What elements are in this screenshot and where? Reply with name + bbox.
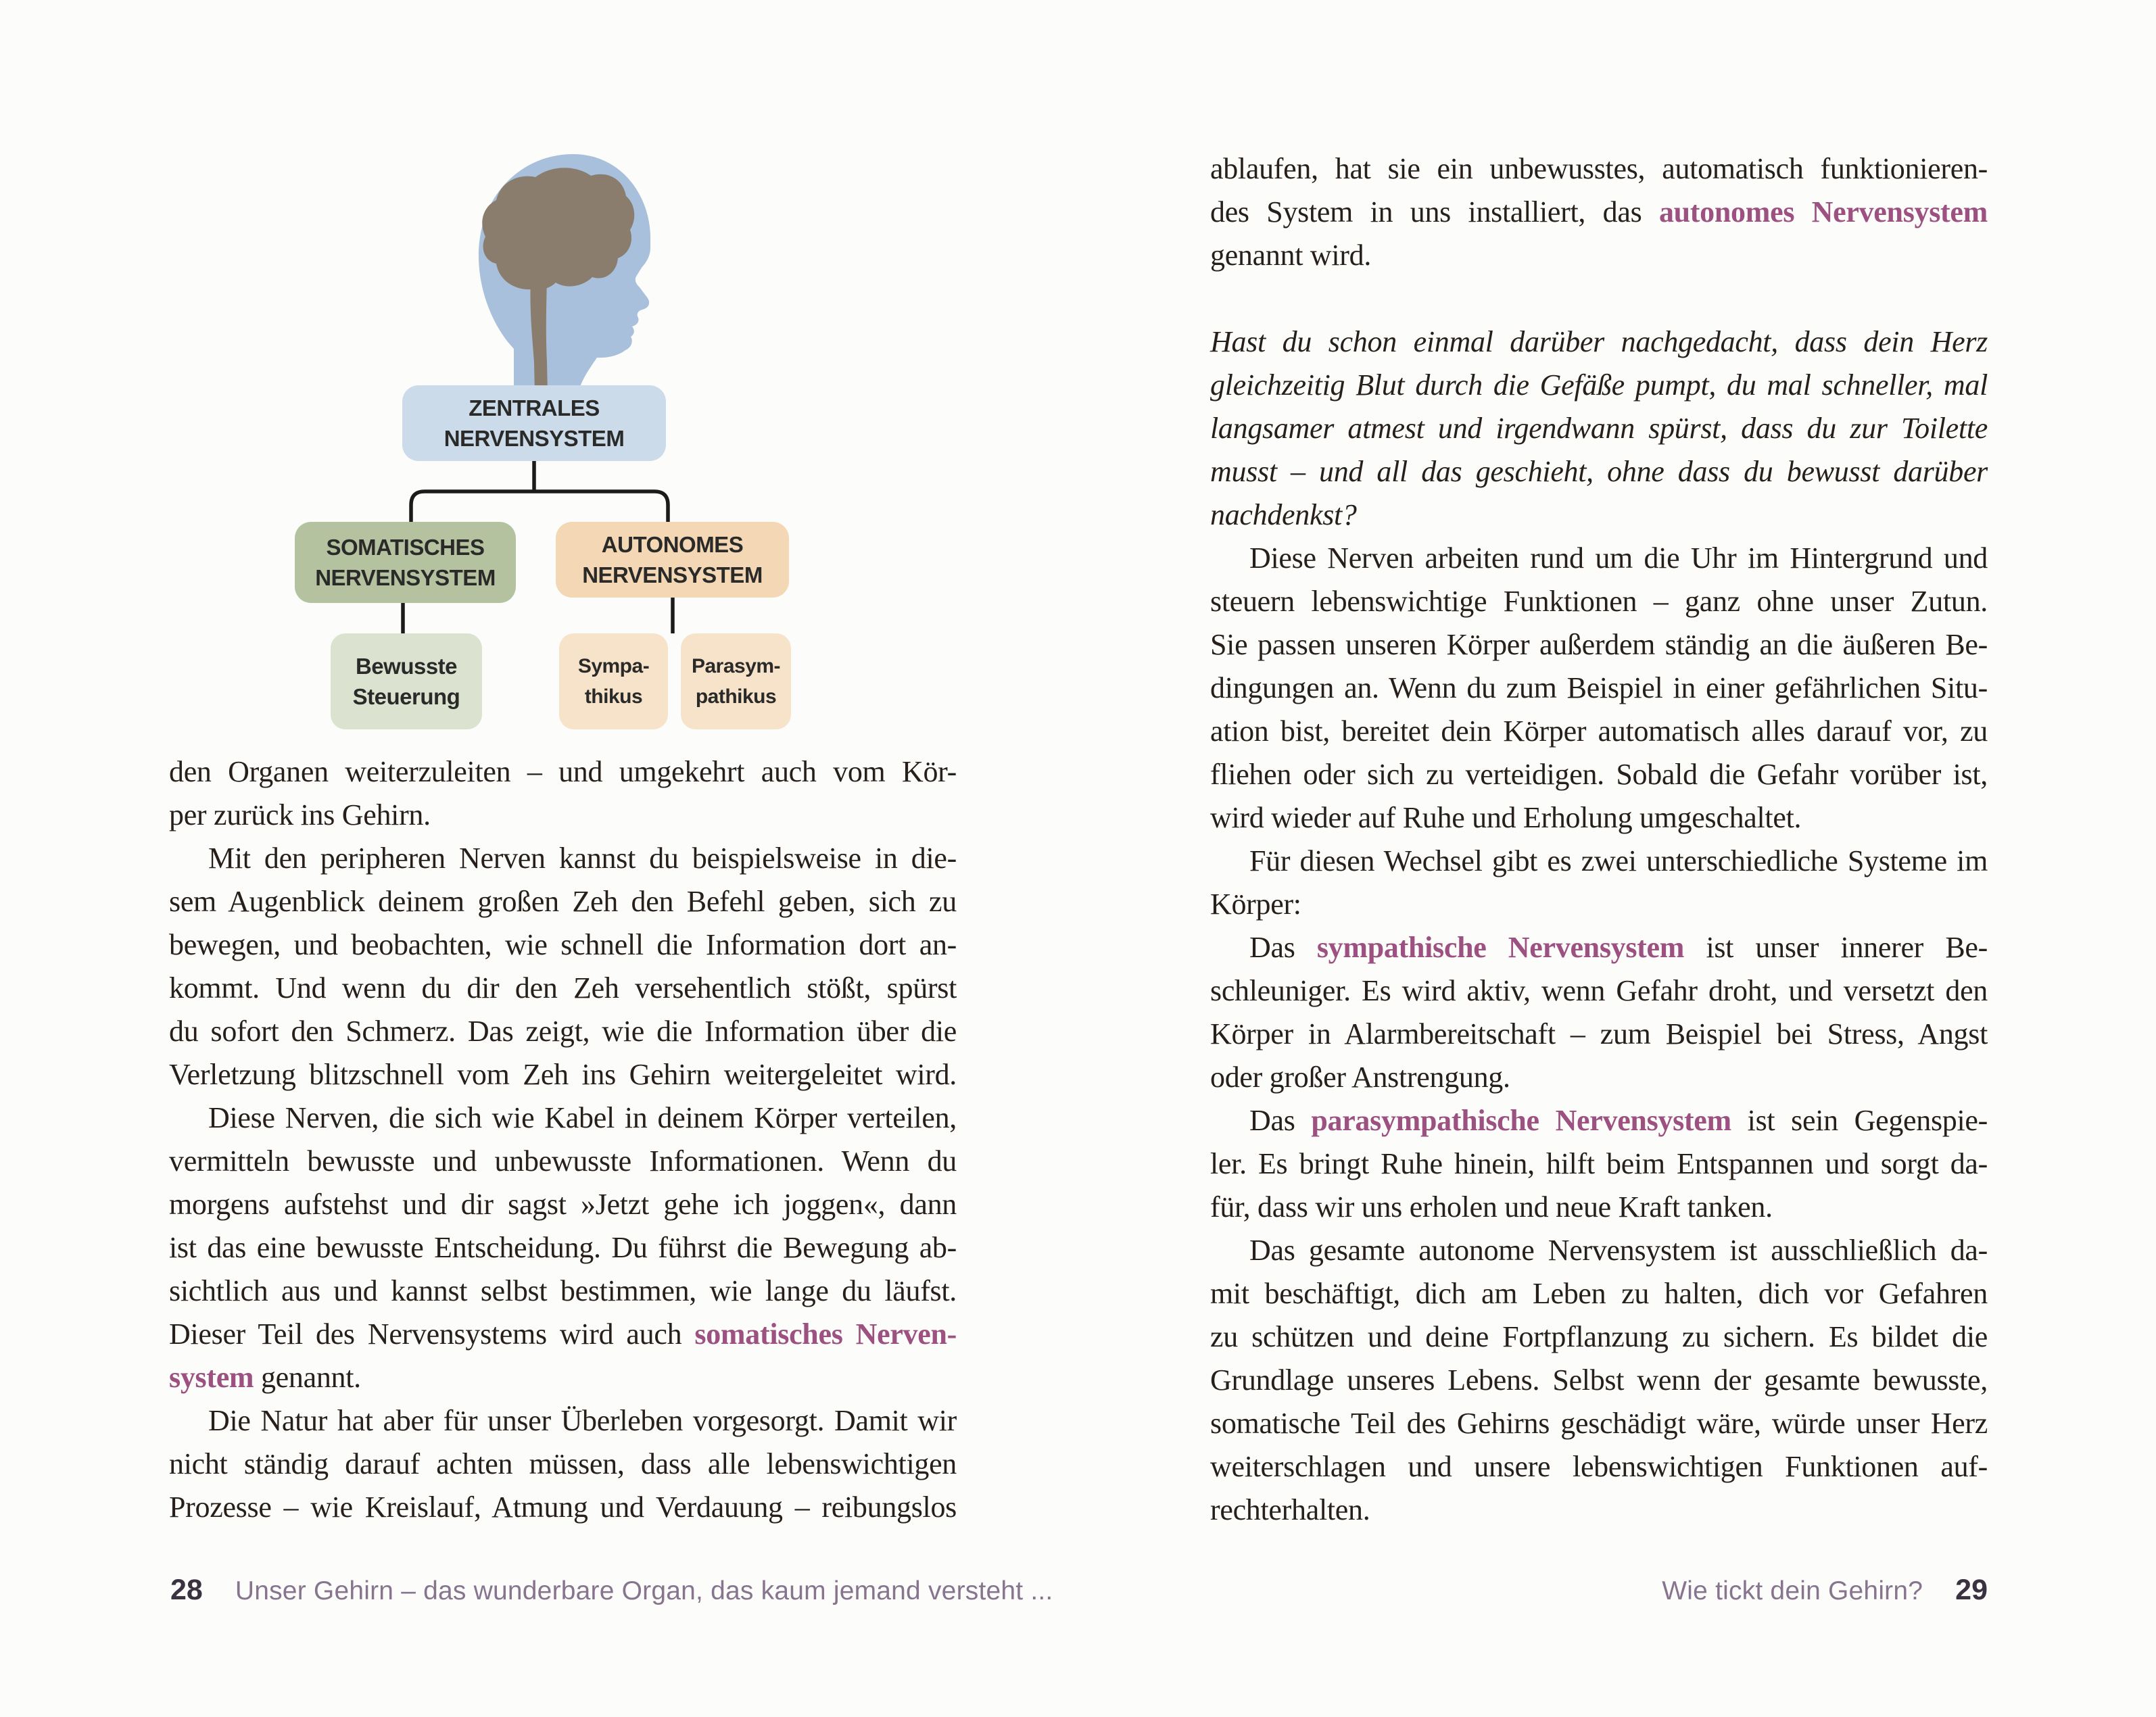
box-label-line: NERVENSYSTEM <box>444 426 625 451</box>
text-run: Diese Nerven arbeiten rund um die Uhr im Hintergrund und <box>1249 541 1988 575</box>
text-line <box>1210 493 1988 537</box>
text-run: Die Natur hat aber für unser Überleben vorgesorgt. Damit wir <box>208 1404 957 1437</box>
text-line <box>169 1096 957 1140</box>
text-line <box>169 794 957 837</box>
text-run: genannt wird. <box>1210 239 1372 272</box>
text-run: weiterschlagen und unsere lebenswichtigen Funktionen auf- <box>1210 1450 1988 1483</box>
text-line <box>1210 580 1988 623</box>
highlighted-term: system <box>169 1361 254 1394</box>
text-run: ler. Es bringt Ruhe hinein, hilft beim Entspannen und sorgt da- <box>1210 1147 1988 1180</box>
right-page-text-column <box>1210 0 1988 1717</box>
text-line <box>1210 537 1988 580</box>
text-line <box>169 1140 957 1183</box>
text-line <box>169 1226 957 1269</box>
text-run: zu schützen und deine Fortpflanzung zu sichern. Es bildet die <box>1210 1320 1988 1353</box>
text-line <box>169 1486 957 1529</box>
text-run: Mit den peripheren Nerven kannst du beispielsweise in die- <box>208 842 957 875</box>
text-run: bewegen, und beobachten, wie schnell die Information dort an- <box>169 928 957 961</box>
text-line <box>169 967 957 1010</box>
text-run: rechterhalten. <box>1210 1493 1370 1526</box>
text-line <box>169 837 957 880</box>
text-line <box>1210 796 1988 840</box>
page-number: 28 <box>170 1574 203 1606</box>
text-run: musst – und all das geschieht, ohne dass du bewusst darüber <box>1210 455 1988 488</box>
text-run: sichtlich aus und kannst selbst bestimmen, wie lange du läufst. <box>169 1274 957 1307</box>
highlighted-term: autonomes Nervensystem <box>1658 195 1988 228</box>
text-run: dingungen an. Wenn du zum Beispiel in einer gefährlichen Situ- <box>1210 671 1988 704</box>
right-page-footer <box>1210 1574 1988 1607</box>
text-run: den Organen weiterzuleiten – und umgekehrt auch vom Kör- <box>169 755 957 788</box>
text-run: steuern lebenswichtige Funktionen – ganz ohne unser Zutun. <box>1210 585 1988 618</box>
text-line <box>169 750 957 794</box>
text-line <box>1210 667 1988 710</box>
text-line <box>1210 1013 1988 1056</box>
text-run: Diese Nerven, die sich wie Kabel in deinem Körper verteilen, <box>208 1101 957 1134</box>
text-run: Dieser Teil des Nervensystems wird auch <box>169 1317 695 1351</box>
text-line <box>1210 1142 1988 1186</box>
highlighted-term: parasympathische Nervensystem <box>1311 1104 1731 1137</box>
text-line <box>169 923 957 967</box>
text-line <box>169 1313 957 1356</box>
text-line <box>1210 753 1988 796</box>
text-run: Das <box>1249 931 1317 964</box>
text-line <box>1210 320 1988 364</box>
text-run: ist unser innerer Be- <box>1684 931 1988 964</box>
box-label-line: Sympa- <box>577 655 650 677</box>
text-run: genannt. <box>254 1361 361 1394</box>
text-run: nicht ständig darauf achten müssen, dass alle lebenswichtigen <box>169 1447 957 1480</box>
text-run: du sofort den Schmerz. Das zeigt, wie die Information über die <box>169 1015 957 1048</box>
box-label-line: pathikus <box>695 685 777 708</box>
text-line <box>1210 926 1988 969</box>
text-run: Sie passen unseren Körper außerdem ständig an die äußeren Be- <box>1210 628 1988 661</box>
text-run: Hast du schon einmal darüber nachgedacht, dass dein Herz <box>1210 325 1988 358</box>
text-line <box>1210 147 1988 191</box>
text-run: ation bist, bereitet dein Körper automatisch alles darauf vor, zu <box>1210 715 1988 748</box>
text-line <box>169 1399 957 1443</box>
text-line <box>1210 191 1988 234</box>
box-label-line: Steuerung <box>352 684 460 709</box>
text-line <box>1210 1489 1988 1532</box>
text-run: fliehen oder sich zu verteidigen. Sobald die Gefahr vorüber ist, <box>1210 758 1988 791</box>
text-line <box>1210 1315 1988 1359</box>
text-line <box>1210 1186 1988 1229</box>
text-line <box>1210 234 1988 277</box>
text-line <box>1210 1402 1988 1445</box>
text-line <box>169 1356 957 1399</box>
text-line <box>1210 883 1988 926</box>
text-run: gleichzeitig Blut durch die Gefäße pumpt, du mal schneller, mal <box>1210 368 1988 402</box>
box-label-line: Bewusste <box>355 654 458 679</box>
text-line <box>1210 840 1988 883</box>
text-line <box>1210 1445 1988 1489</box>
text-run: morgens aufstehst und dir sagst »Jetzt gehe ich joggen«, dann <box>169 1188 957 1221</box>
box-label-line: Parasym- <box>691 655 781 677</box>
text-line <box>1210 1359 1988 1402</box>
text-run: Prozesse – wie Kreislauf, Atmung und Verdauung – reibungslos <box>169 1491 957 1524</box>
chapter-title: Unser Gehirn – das wunderbare Organ, das kaum jemand versteht ... <box>235 1576 1053 1605</box>
text-line <box>169 1053 957 1096</box>
text-line <box>1210 450 1988 493</box>
text-line <box>1210 407 1988 450</box>
text-run: Das <box>1249 1104 1312 1137</box>
text-run: per zurück ins Gehirn. <box>169 798 431 831</box>
text-run: wird wieder auf Ruhe und Erholung umgeschaltet. <box>1210 801 1802 834</box>
text-run: somatische Teil des Gehirns geschädigt wäre, würde unser Herz <box>1210 1407 1988 1440</box>
text-run: für, dass wir uns erholen und neue Kraft tanken. <box>1210 1190 1773 1224</box>
text-line <box>1210 710 1988 753</box>
box-label-line: NERVENSYSTEM <box>582 562 763 587</box>
left-page-text-column <box>169 0 957 1717</box>
text-run: ist das eine bewusste Entscheidung. Du führst die Bewegung ab- <box>169 1231 957 1264</box>
text-line <box>1210 1272 1988 1315</box>
text-run: ist sein Gegenspie- <box>1731 1104 1988 1137</box>
text-line <box>1210 1229 1988 1272</box>
highlighted-term: somatisches Nerven- <box>694 1317 957 1351</box>
text-run: kommt. Und wenn du dir den Zeh versehentlich stößt, spürst <box>169 971 957 1005</box>
box-label-line: thikus <box>584 685 643 708</box>
box-label-line: SOMATISCHES <box>326 535 485 560</box>
text-run: Grundlage unseres Lebens. Selbst wenn der gesamte bewusste, <box>1210 1363 1988 1397</box>
text-run: Körper in Alarmbereitschaft – zum Beispiel bei Stress, Angst <box>1210 1017 1988 1050</box>
page-number: 29 <box>1955 1574 1988 1606</box>
text-line <box>1210 623 1988 667</box>
text-line <box>169 1010 957 1053</box>
box-label-line: AUTONOMES <box>601 532 744 557</box>
text-line <box>1210 1056 1988 1099</box>
text-line <box>169 1443 957 1486</box>
text-run: ablaufen, hat sie ein unbewusstes, automatisch funktionieren- <box>1210 152 1988 185</box>
text-run: Körper: <box>1210 888 1301 921</box>
text-run: sem Augenblick deinem großen Zeh den Befehl geben, sich zu <box>169 885 957 918</box>
box-label-line: ZENTRALES <box>469 395 600 420</box>
text-run: langsamer atmest und irgendwann spürst, dass du zur Toilette <box>1210 412 1988 445</box>
text-line <box>1210 969 1988 1013</box>
text-run: schleuniger. Es wird aktiv, wenn Gefahr droht, und versetzt den <box>1210 974 1988 1007</box>
left-page-footer <box>170 1574 1053 1607</box>
text-run: oder großer Anstrengung. <box>1210 1061 1510 1094</box>
text-run: vermitteln bewusste und unbewusste Informationen. Wenn du <box>169 1144 957 1178</box>
text-run: Für diesen Wechsel gibt es zwei unterschiedliche Systeme im <box>1249 844 1988 877</box>
text-line <box>169 1183 957 1226</box>
text-line <box>169 1269 957 1313</box>
chapter-title: Wie tickt dein Gehirn? <box>1662 1576 1923 1605</box>
box-label-line: NERVENSYSTEM <box>315 565 496 590</box>
text-run: Das gesamte autonome Nervensystem ist ausschließlich da- <box>1249 1234 1988 1267</box>
text-line <box>1210 364 1988 407</box>
text-run: mit beschäftigt, dich am Leben zu halten, dich vor Gefahren <box>1210 1277 1988 1310</box>
text-line <box>169 880 957 923</box>
highlighted-term: sympathische Nervensystem <box>1316 931 1685 964</box>
text-run: nachdenkst? <box>1210 498 1357 531</box>
text-line <box>1210 1099 1988 1142</box>
text-run: des System in uns installiert, das <box>1210 195 1659 228</box>
text-run: Verletzung blitzschnell vom Zeh ins Gehirn weitergeleitet wird. <box>169 1058 957 1091</box>
